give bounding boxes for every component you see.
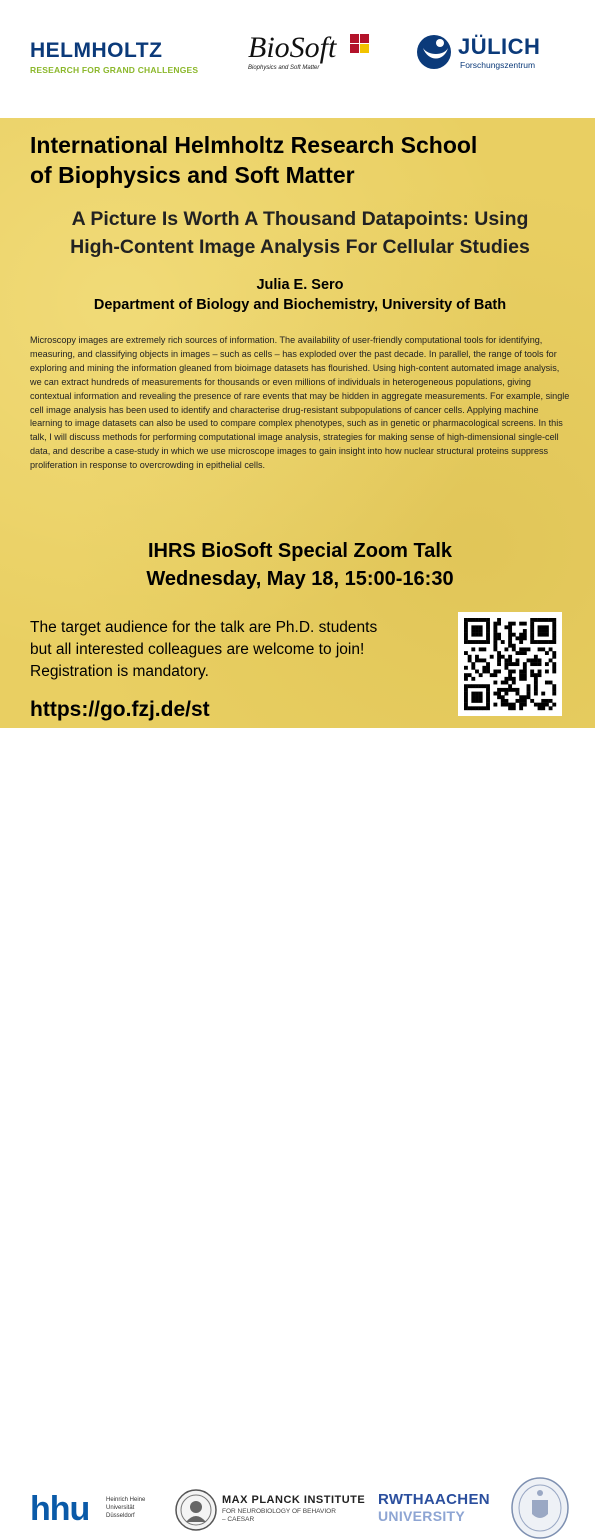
hhu-mark: hhu	[30, 1490, 90, 1528]
speaker-name: Julia E. Sero	[256, 277, 344, 293]
julich-subtitle: Forschungszentrum	[460, 60, 536, 70]
audience-line1: The target audience for the talk are Ph.D. students	[30, 619, 378, 636]
julich-name: JÜLICH	[458, 34, 541, 59]
hhu-text	[106, 1496, 145, 1520]
hhu-line2: Universität	[106, 1505, 135, 1511]
qr-code-icon	[458, 612, 562, 716]
rwth-line1: RWTHAACHEN	[378, 1491, 490, 1508]
hhu-line1: Heinrich Heine	[106, 1497, 146, 1503]
header	[0, 0, 595, 118]
biosoft-logo	[248, 32, 336, 71]
speaker-block	[30, 275, 570, 315]
biosoft-squares-icon	[350, 34, 370, 54]
mpi-line1: FOR NEUROBIOLOGY OF BEHAVIOR	[222, 1508, 336, 1515]
speaker-affiliation: Department of Biology and Biochemistry, University of Bath	[93, 297, 507, 313]
event-date: Wednesday, May 18, 15:00-16:30	[146, 568, 454, 590]
university-seal-icon	[510, 1476, 570, 1540]
audience-line2: but all interested colleagues are welcome to join!	[30, 641, 365, 658]
mpi-logo	[222, 1494, 365, 1524]
helmholtz-logo	[30, 40, 198, 75]
event-name: IHRS BioSoft Special Zoom Talk	[147, 540, 453, 562]
footer	[0, 728, 595, 1528]
talk-title-line2: High-Content Image Analysis For Cellular Studies	[70, 236, 530, 258]
qr-code[interactable]	[458, 612, 562, 716]
audience-line3: Registration is mandatory.	[30, 663, 209, 680]
registration-link[interactable]: https://go.fzj.de/st	[30, 698, 210, 721]
biosoft-subtitle: Biophysics and Soft Matter	[248, 65, 320, 71]
event-info	[30, 537, 570, 593]
rwth-line2: UNIVERSITY	[378, 1508, 466, 1524]
julich-logo-icon	[414, 32, 454, 72]
mpi-name: MAX PLANCK INSTITUTE	[222, 1494, 366, 1506]
helmholtz-name: HELMHOLTZ	[30, 39, 163, 62]
school-title	[30, 130, 570, 190]
hhu-line3: Düsseldorf	[106, 1513, 135, 1519]
school-title-line1: International Helmholtz Research School	[30, 132, 478, 158]
biosoft-name: BioSoft	[248, 31, 337, 64]
helmholtz-tagline: RESEARCH FOR GRAND CHALLENGES	[30, 65, 199, 75]
talk-title-line1: A Picture Is Worth A Thousand Datapoints: Using	[71, 208, 529, 230]
abstract: Microscopy images are extremely rich sources of information. The availability of user-friendly computational tools for identifying, measuring, and classifying objects in images – such as cells – has exploded over the past decade. In parallel, the range of tools for exploring and mining the information gleaned from bioimage datasets has flourished. Using high-content automated image analysis, we can extract hundreds of measurements for thousands or even millions of individuals in heterogeneous populations, giving contextual information and revealing the presence of rare events that may be hidden in aggregate measurements. For example, single cell image analysis has been used to identify and characterise drug-resistant subpopulations of cancer cells. Applying machine learning to image datasets can also be used to compare complex phenotypes, such as in genetic or pharmacological screens. In this talk, I will discuss methods for performing computational image analysis, strategies for making sense of high-dimensional single-cell data, and describe a case-study in which we use microscope images to gain insight into how nuclear structural proteins suppress proliferation in response to overcrowding in epithelial cells.	[30, 335, 570, 471]
mpi-line2: – CAESAR	[222, 1516, 255, 1523]
school-title-line2: of Biophysics and Soft Matter	[30, 162, 355, 188]
audience-note	[30, 617, 450, 683]
rwth-logo	[378, 1492, 490, 1524]
mpi-seal-icon	[174, 1488, 218, 1532]
hhu-logo	[30, 1490, 146, 1528]
talk-title	[30, 205, 570, 261]
